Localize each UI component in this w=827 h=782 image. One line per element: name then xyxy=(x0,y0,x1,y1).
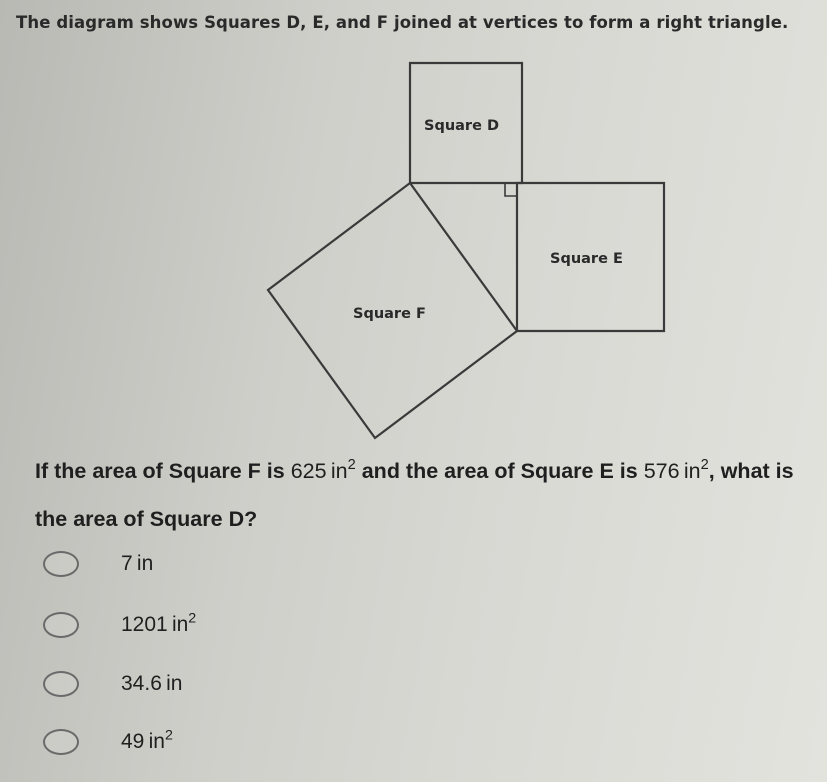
area-e-exponent: 2 xyxy=(700,457,709,474)
answer-choice-4[interactable] xyxy=(43,722,173,762)
radio-button[interactable] xyxy=(43,551,79,577)
area-f-exponent: 2 xyxy=(347,457,356,474)
question-part-1: If the area of Square F is xyxy=(35,459,291,483)
answer-choice-1[interactable] xyxy=(43,544,153,584)
answer-choice-3[interactable] xyxy=(43,664,182,704)
radio-button[interactable] xyxy=(43,729,79,755)
question-part-3: , what is the area of Square D? xyxy=(35,459,794,531)
area-e-value: 576 xyxy=(643,459,680,483)
radio-button[interactable] xyxy=(43,612,79,638)
intro-text: The diagram shows Squares D, E, and F joined at vertices to form a right triangle. xyxy=(16,13,789,32)
answer-choice-label: 1201 $in^2$ xyxy=(121,610,197,636)
area-f-unit: in xyxy=(330,459,348,483)
answer-choice-2[interactable] xyxy=(43,605,196,645)
area-e-unit: in xyxy=(683,459,701,483)
answer-choice-label: 34.6 in xyxy=(121,672,183,695)
square-e-label: Square E xyxy=(550,251,623,267)
answer-choice-label: 7 in xyxy=(121,552,154,575)
square-d-label: Square D xyxy=(424,118,499,134)
answer-choice-label: 49 $in^2$ xyxy=(121,727,173,753)
square-f-label: Square F xyxy=(353,306,426,322)
radio-button[interactable] xyxy=(43,671,79,697)
question-part-2: and the area of Square E is xyxy=(355,459,644,483)
area-f-value: 625 xyxy=(290,459,327,483)
right-angle-marker xyxy=(505,183,517,196)
question-text xyxy=(35,447,805,543)
